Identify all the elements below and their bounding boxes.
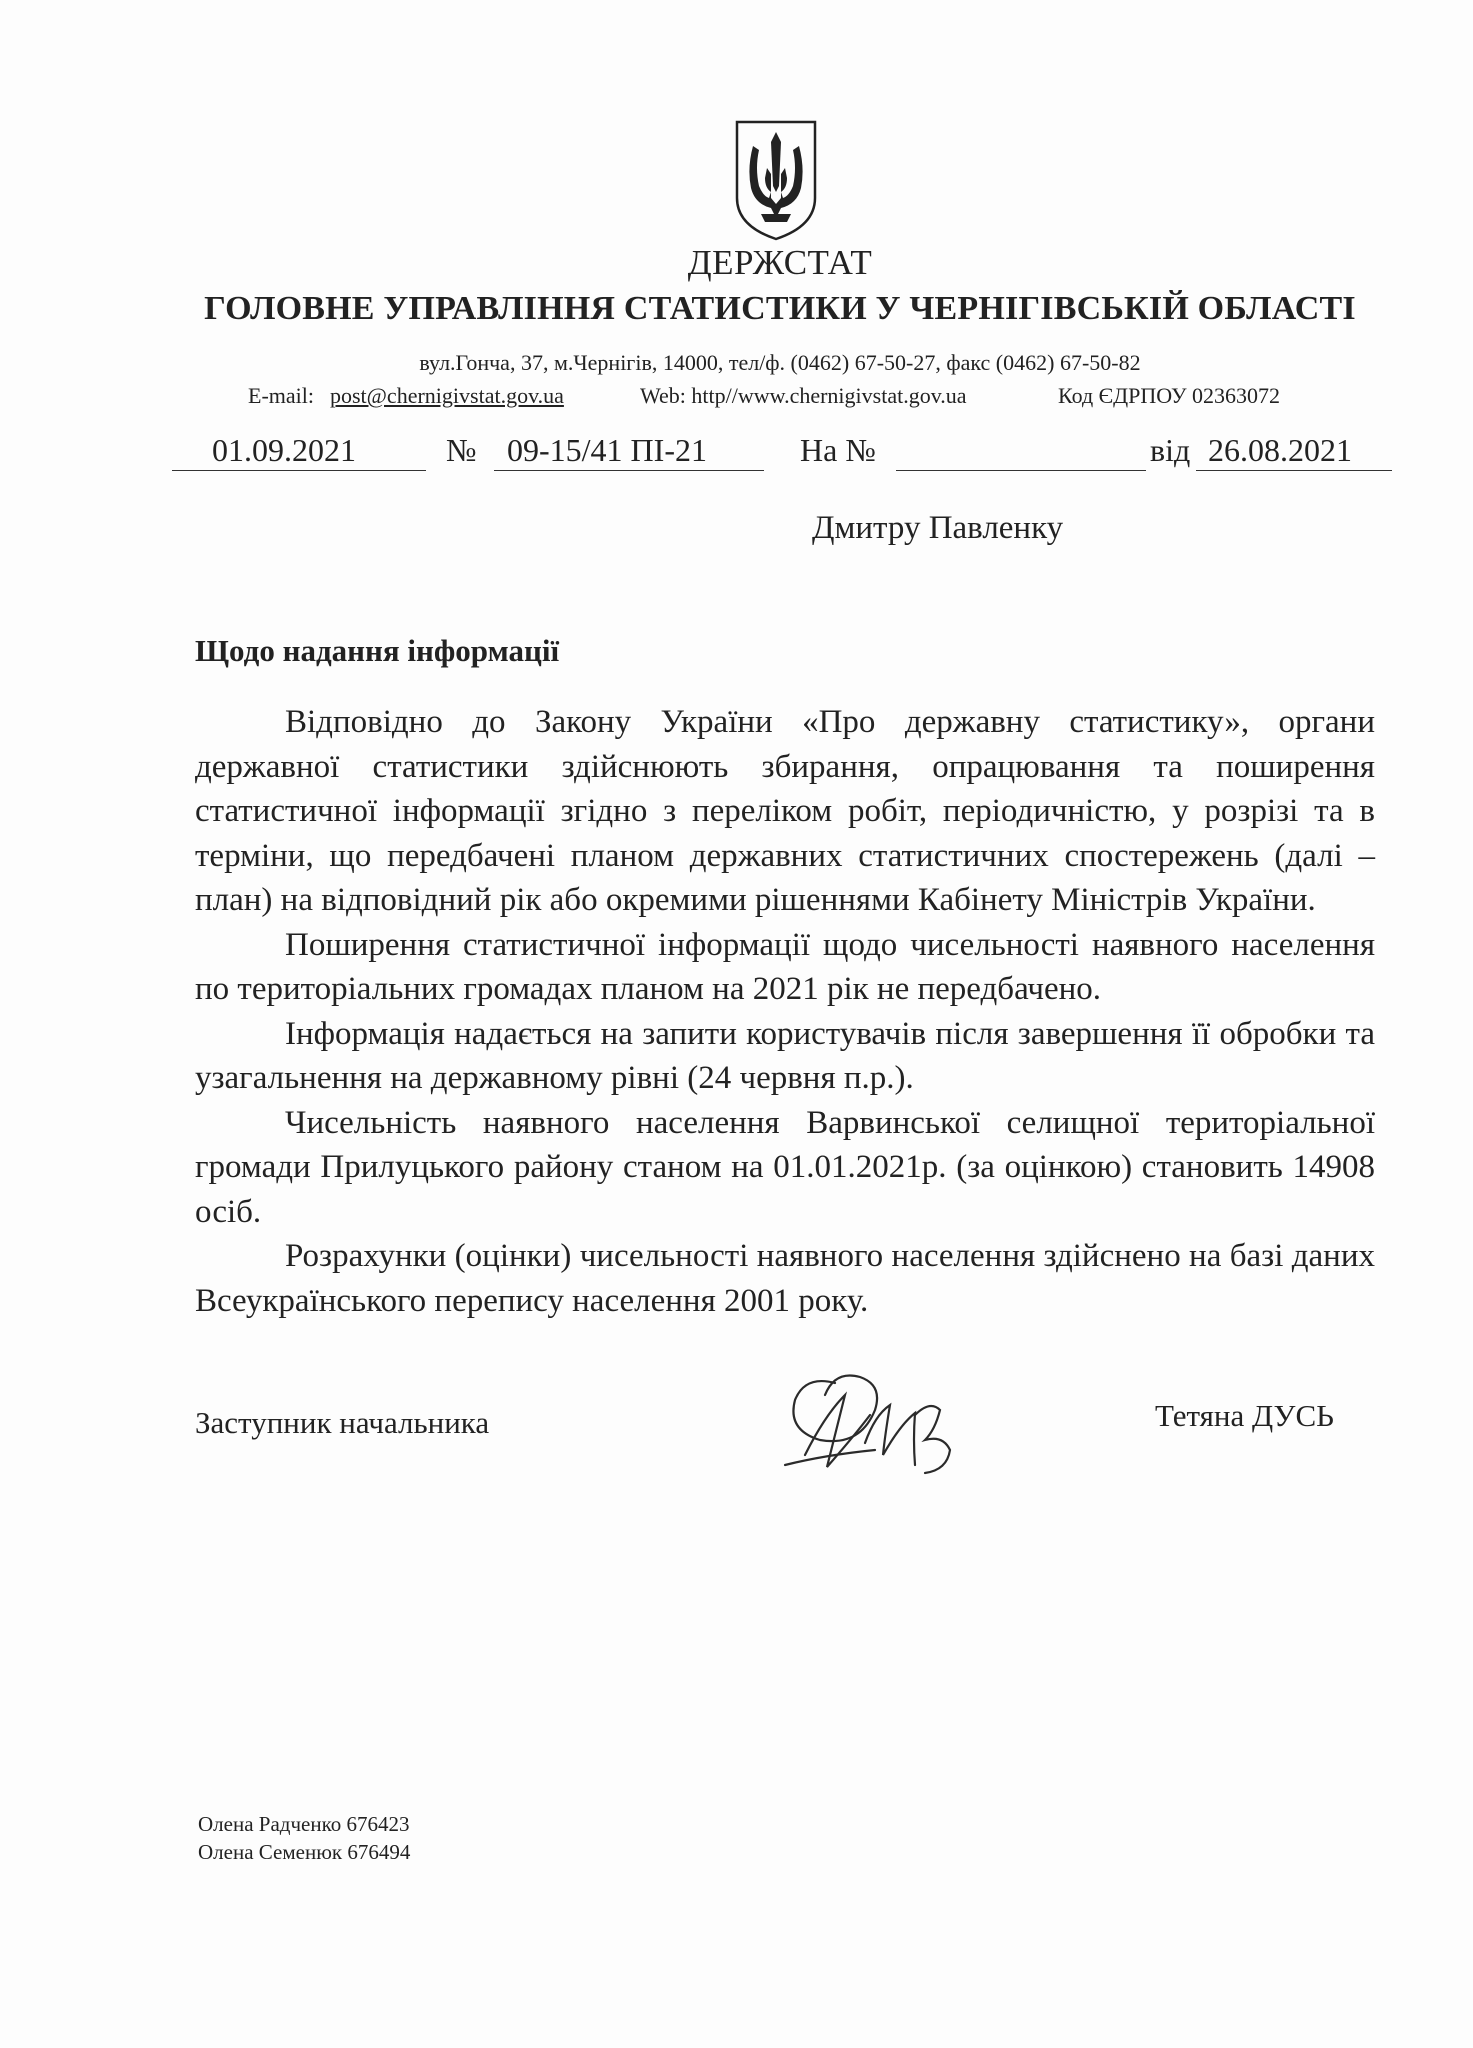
handwritten-signature <box>765 1355 1005 1495</box>
executor-contact: Олена Радченко 676423 <box>198 1812 410 1836</box>
paragraph: Відповідно до Закону України «Про державну статистику», органи державної статистики здійснюють збирання, опрацювання та поширення статистичної інформації згідно з переліком робіт, періодичністю, у розрізі та в терміни, що передбачені планом державних статистичних спостережень (далі – план) на відповідний рік або окремими рішеннями Кабінету Міністрів України. <box>195 704 1375 918</box>
incoming-date: 26.08.2021 <box>1208 432 1352 468</box>
email-link[interactable]: post@chernigivstat.gov.ua <box>330 383 564 408</box>
signatory-name: Тетяна ДУСЬ <box>1155 1398 1334 1433</box>
recipient: Дмитру Павленку <box>812 510 1064 546</box>
number-sign: № <box>446 432 477 468</box>
paragraph: Чисельність наявного населення Варвинської селищної територіальної громади Прилуцького району станом на 01.01.2021р. (за оцінкою) становить 14908 осіб. <box>195 1104 1375 1230</box>
edrpou-code: Код ЄДРПОУ 02363072 <box>1058 383 1281 408</box>
paragraph: Інформація надається на запити користувачів після завершення її обробки та узагальнення на державному рівні (24 червня п.р.). <box>195 1015 1375 1096</box>
executor-contact: Олена Семенюк 676494 <box>198 1840 411 1864</box>
paragraph: Поширення статистичної інформації щодо чисельності наявного населення по територіальних громадах планом на 2021 рік не передбачено. <box>195 926 1375 1007</box>
email-label: E-mail: <box>248 383 314 408</box>
subject-heading: Щодо надання інформації <box>195 633 560 668</box>
website: Web: http//www.chernigivstat.gov.ua <box>640 383 967 408</box>
agency-name: ДЕРЖСТАТ <box>687 243 873 282</box>
letter-body <box>195 700 1375 1323</box>
address-line: вул.Гонча, 37, м.Чернігів, 14000, тел/ф. (0462) 67-50-27, факс (0462) 67-50-82 <box>419 350 1141 375</box>
department-name: ГОЛОВНЕ УПРАВЛІННЯ СТАТИСТИКИ У ЧЕРНІГІВСЬКІЙ ОБЛАСТІ <box>204 290 1356 327</box>
from-label: від <box>1150 432 1191 468</box>
signatory-role: Заступник начальника <box>195 1405 490 1440</box>
reply-number-underline <box>896 470 1146 471</box>
outgoing-date: 01.09.2021 <box>212 432 356 468</box>
coat-of-arms-icon <box>731 118 821 243</box>
number-underline <box>494 470 764 471</box>
date-underline <box>172 470 426 471</box>
incoming-date-underline <box>1196 470 1392 471</box>
paragraph: Розрахунки (оцінки) чисельності наявного населення здійснено на базі даних Всеукраїнського перепису населення 2001 року. <box>195 1238 1375 1319</box>
outgoing-number: 09-15/41 ПІ-21 <box>507 432 707 468</box>
reply-to-label: На № <box>800 432 876 468</box>
